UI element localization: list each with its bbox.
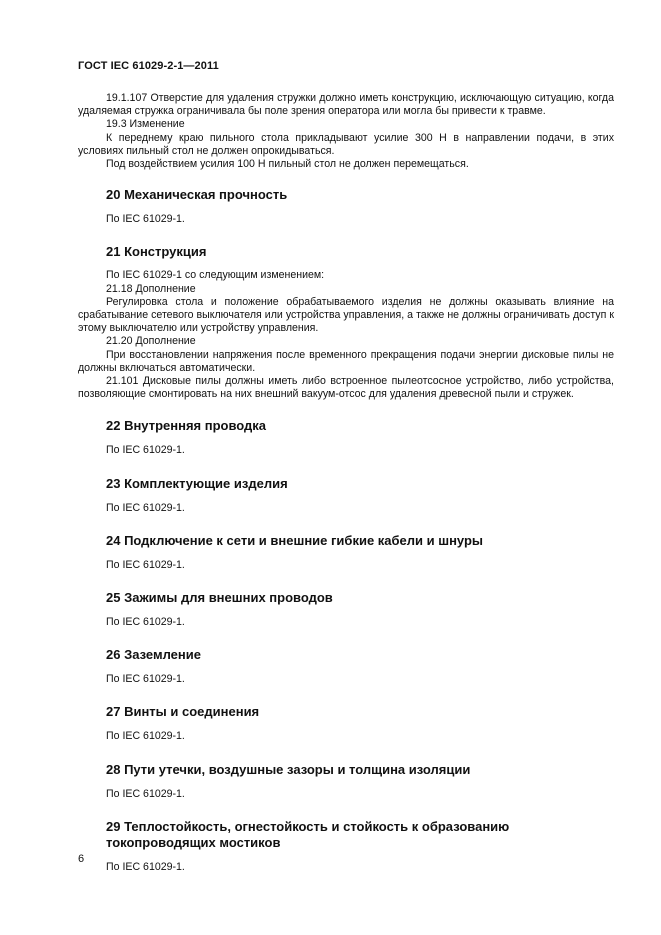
document-body — [78, 90, 614, 874]
clause-19-3-heading: 19.3 Изменение — [106, 118, 185, 131]
section-22-title: 22 Внутренняя проводка — [106, 418, 267, 434]
section-24-ref: По IEC 61029-1. — [106, 558, 185, 571]
section-29-title-line1: 29 Теплостойкость, огнестойкость и стойкость к образованию — [106, 818, 510, 834]
clause-21-20-heading: 21.20 Дополнение — [106, 335, 196, 348]
section-23-ref: По IEC 61029-1. — [106, 501, 185, 514]
section-21-title: 21 Конструкция — [106, 244, 207, 260]
section-27-title: 27 Винты и соединения — [106, 704, 260, 720]
section-29-title-line2: токопроводящих мостиков — [106, 834, 281, 850]
section-28-title: 28 Пути утечки, воздушные зазоры и толщина изоляции — [106, 761, 471, 777]
section-22-ref: По IEC 61029-1. — [106, 444, 185, 457]
section-29-ref: По IEC 61029-1. — [106, 860, 185, 873]
clause-19-3-text-2: Под воздействием усилия 100 Н пильный стол не должен перемещаться. — [106, 158, 469, 171]
section-24-title: 24 Подключение к сети и внешние гибкие кабели и шнуры — [106, 532, 484, 548]
section-26-ref: По IEC 61029-1. — [106, 673, 185, 686]
section-25-title: 25 Зажимы для внешних проводов — [106, 590, 333, 606]
page-number: 6 — [78, 853, 85, 865]
section-28-ref: По IEC 61029-1. — [106, 787, 185, 800]
clause-19-3-text: К переднему краю пильного стола прикладывают усилие 300 Н в направлении подачи, в этих условиях пильный стол не должен опрокидываться. — [78, 131, 614, 157]
clause-21-20-text: При восстановлении напряжения после временного прекращения подачи энергии дисковые пилы не должны включаться автоматически. — [78, 348, 614, 374]
section-25-ref: По IEC 61029-1. — [106, 616, 185, 629]
section-29-title — [78, 819, 614, 851]
section-20-ref: По IEC 61029-1. — [106, 213, 185, 226]
clause-21-101-text: 21.101 Дисковые пилы должны иметь либо встроенное пылеотсосное устройство, либо устройства, позволяющие смонтировать на них внешний вакуум-отсос для удаления древесной пыли и стружек. — [78, 375, 614, 401]
clause-21-18-text: Регулировка стола и положение обрабатываемого изделия не должны оказывать влияние на срабатывание сетевого выключателя или устройства управления, а также не должны ограничивать доступ к этому выключателю или устройству управления. — [78, 295, 614, 335]
document-header: ГОСТ IEC 61029-2-1—2011 — [78, 60, 219, 72]
section-23-title: 23 Комплектующие изделия — [106, 475, 288, 491]
section-26-title: 26 Заземление — [106, 647, 201, 663]
clause-19-1-107: 19.1.107 Отверстие для удаления стружки должно иметь конструкцию, исключающую ситуацию, когда удаляемая стружка ограничивала бы поле зрения оператора или могла бы привести к травме. — [78, 92, 614, 118]
section-21-intro: По IEC 61029-1 со следующим изменением: — [106, 269, 325, 282]
clause-21-18-heading: 21.18 Дополнение — [106, 282, 196, 295]
section-27-ref: По IEC 61029-1. — [106, 730, 185, 743]
section-20-title: 20 Механическая прочность — [106, 187, 288, 203]
